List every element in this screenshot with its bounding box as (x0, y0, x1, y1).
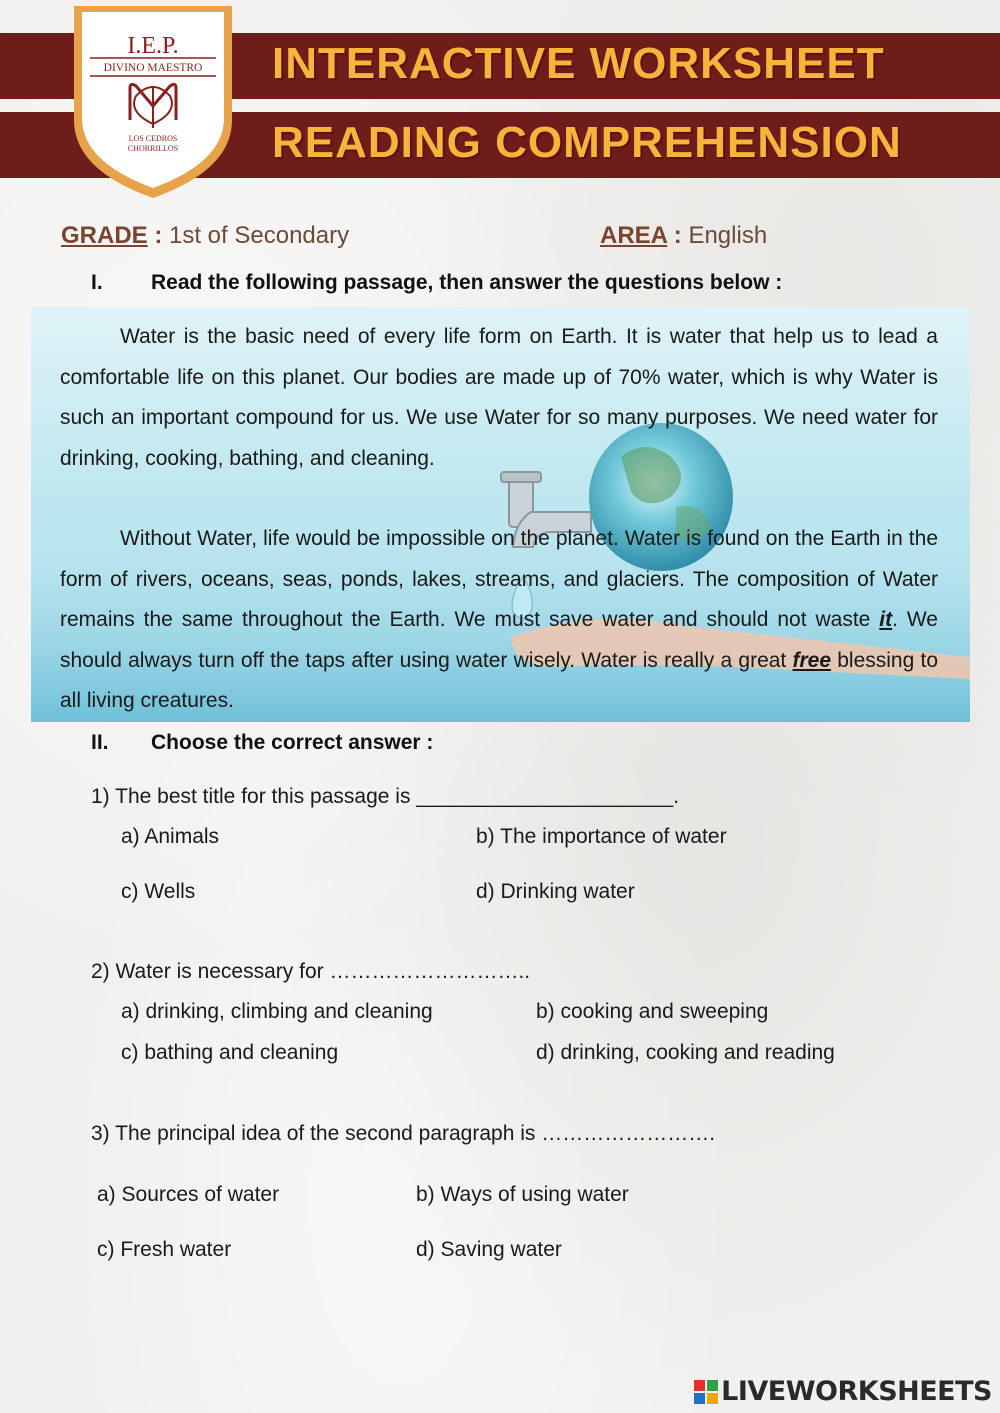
section-1-number: I. (91, 271, 103, 294)
question-3-option-b[interactable]: b) Ways of using water (416, 1183, 629, 1206)
area-line: AREA : English (600, 222, 768, 249)
question-2-option-a[interactable]: a) drinking, climbing and cleaning (121, 1000, 433, 1023)
grade-line: GRADE : 1st of Secondary (61, 222, 350, 249)
question-3-stem: 3) The principal idea of the second paragraph is ……………………. (91, 1122, 716, 1145)
question-2-option-d[interactable]: d) drinking, cooking and reading (536, 1041, 835, 1064)
school-crest-logo (66, 0, 240, 200)
question-1-option-b[interactable]: b) The importance of water (476, 825, 727, 848)
grade-label: GRADE (61, 222, 148, 249)
underlined-word-it: it (879, 608, 893, 631)
area-value: English (688, 222, 768, 249)
underlined-word-free: free (792, 648, 832, 672)
grade-value: 1st of Secondary (169, 222, 350, 249)
crest-school-name: DIVINO MAESTRO (103, 62, 203, 74)
section-1-instruction: Read the following passage, then answer the questions below : (151, 271, 783, 294)
passage-paragraph-2: Without Water, life would be impossible on the planet. Water is found on the Earth in the form of rivers, oceans, seas, ponds, lakes, streams, and glaciers. The composition of Water remains the same throughout the Earth. We must save water and should not waste it. We should always turn off the taps after using water wisely. Water is really a great free blessing to all living creatures. (60, 527, 939, 712)
worksheet-title: INTERACTIVE WORKSHEET (272, 39, 885, 88)
crest-bottom-line2: CHORRILLOS (127, 144, 179, 153)
question-3-option-d[interactable]: d) Saving water (416, 1238, 562, 1261)
question-1-option-d[interactable]: d) Drinking water (476, 880, 635, 903)
question-3-option-a[interactable]: a) Sources of water (97, 1183, 280, 1206)
watermark-text: LIVEWORKSHEETS (721, 1376, 992, 1407)
passage-paragraph-1: Water is the basic need of every life form on Earth. It is water that help us to lead a comfortable life on this planet. Our bodies are made up of 70% water, which is why Water is such an important compound for us. We use Water for so many purposes. We need water for drinking, cooking, bathing, and cleaning. (60, 325, 938, 470)
question-2-option-b[interactable]: b) cooking and sweeping (536, 1000, 769, 1023)
section-2-instruction: Choose the correct answer : (151, 731, 434, 754)
liveworksheets-logo-icon (694, 1380, 718, 1404)
liveworksheets-watermark (694, 1376, 992, 1408)
question-1-option-a[interactable]: a) Animals (121, 825, 220, 848)
area-label: AREA (600, 222, 668, 249)
crest-bottom-line1: LOS CEDROS (128, 134, 178, 143)
reading-passage-box (31, 307, 970, 722)
question-3-option-c[interactable]: c) Fresh water (97, 1238, 232, 1261)
question-2-option-c[interactable]: c) bathing and cleaning (121, 1041, 339, 1064)
question-1-stem: 1) The best title for this passage is ______________________. (91, 785, 680, 808)
section-2-number: II. (91, 731, 109, 754)
question-1-option-c[interactable]: c) Wells (121, 880, 196, 903)
crest-top-text: I.E.P. (127, 33, 179, 59)
question-2-stem: 2) Water is necessary for ……………………….. (91, 960, 531, 983)
worksheet-subtitle: READING COMPREHENSION (272, 118, 902, 167)
